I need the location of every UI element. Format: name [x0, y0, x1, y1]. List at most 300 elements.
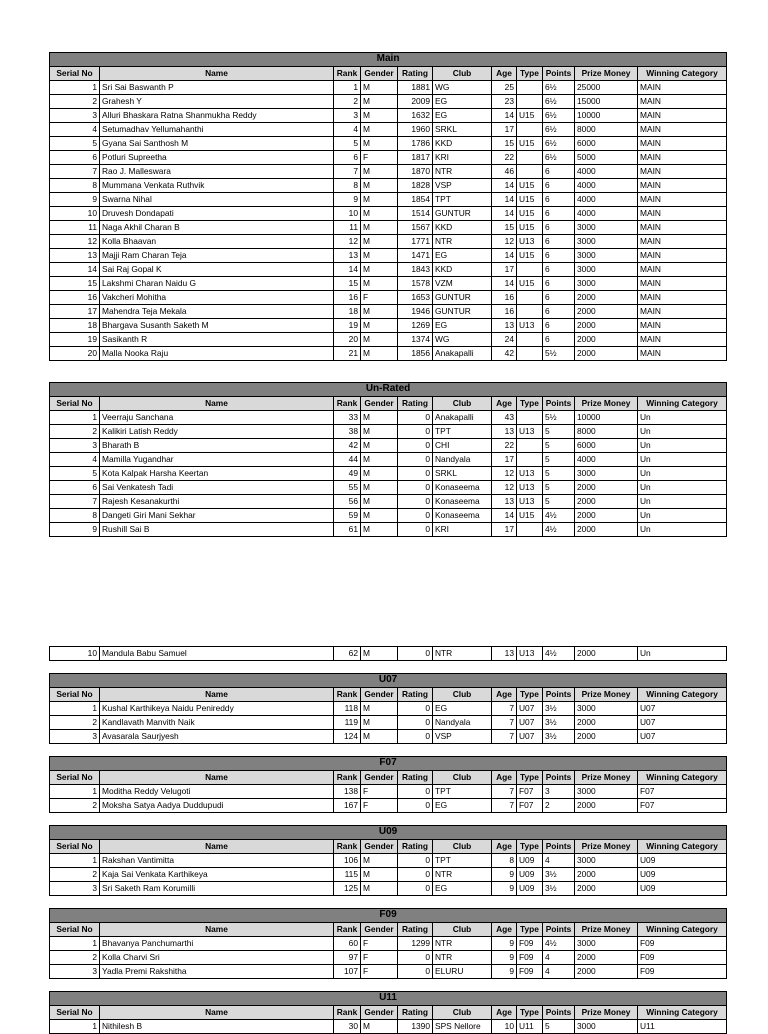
- cell-rank: 7: [334, 165, 361, 179]
- cell-name: Alluri Bhaskara Ratna Shanmukha Reddy: [100, 109, 334, 123]
- cell-rank: 115: [334, 868, 361, 882]
- cell-age: 9: [492, 868, 517, 882]
- cell-points: 3½: [543, 868, 575, 882]
- cell-club: Konaseema: [433, 481, 492, 495]
- cell-name: Rajesh Kesanakurthi: [100, 495, 334, 509]
- cell-club: VSP: [433, 730, 492, 744]
- cell-rank: 62: [334, 647, 361, 661]
- cell-prize-money: 15000: [575, 95, 638, 109]
- cell-prize-money: 2000: [575, 291, 638, 305]
- cell-rating: 0: [398, 647, 433, 661]
- cell-rating: 1817: [398, 151, 433, 165]
- cell-rating: 0: [398, 716, 433, 730]
- cell-serial-no: 5: [50, 137, 100, 151]
- cell-name: Gyana Sai Santhosh M: [100, 137, 334, 151]
- cell-type: [517, 291, 543, 305]
- cell-winning-category: Un: [638, 425, 727, 439]
- cell-gender: M: [361, 263, 398, 277]
- cell-points: 5½: [543, 411, 575, 425]
- cell-prize-money: 4000: [575, 165, 638, 179]
- cell-prize-money: 2000: [575, 333, 638, 347]
- cell-gender: M: [361, 882, 398, 896]
- cell-prize-money: 3000: [575, 937, 638, 951]
- cell-age: 46: [492, 165, 517, 179]
- column-header-winning-category: Winning Category: [638, 397, 727, 411]
- cell-rank: 16: [334, 291, 361, 305]
- cell-prize-money: 4000: [575, 207, 638, 221]
- cell-rating: 1390: [398, 1020, 433, 1034]
- table-row: [50, 730, 727, 744]
- section-title: F07: [50, 757, 727, 771]
- cell-serial-no: 9: [50, 193, 100, 207]
- cell-age: 23: [492, 95, 517, 109]
- column-header-age: Age: [492, 397, 517, 411]
- cell-name: Mummana Venkata Ruthvik: [100, 179, 334, 193]
- cell-prize-money: 5000: [575, 151, 638, 165]
- cell-gender: M: [361, 868, 398, 882]
- cell-winning-category: MAIN: [638, 109, 727, 123]
- cell-points: 3½: [543, 716, 575, 730]
- column-header-rating: Rating: [398, 67, 433, 81]
- cell-prize-money: 2000: [575, 481, 638, 495]
- cell-club: NTR: [433, 235, 492, 249]
- cell-rank: 12: [334, 235, 361, 249]
- cell-rating: 1653: [398, 291, 433, 305]
- cell-age: 43: [492, 411, 517, 425]
- column-header-name: Name: [100, 67, 334, 81]
- cell-age: 17: [492, 523, 517, 537]
- table-row: [50, 137, 727, 151]
- cell-serial-no: 18: [50, 319, 100, 333]
- cell-age: 7: [492, 785, 517, 799]
- column-header-prize-money: Prize Money: [575, 67, 638, 81]
- cell-serial-no: 3: [50, 439, 100, 453]
- column-header-gender: Gender: [361, 771, 398, 785]
- cell-serial-no: 12: [50, 235, 100, 249]
- column-header-winning-category: Winning Category: [638, 67, 727, 81]
- cell-name: Lakshmi Charan Naidu G: [100, 277, 334, 291]
- cell-prize-money: 6000: [575, 439, 638, 453]
- column-header-rating: Rating: [398, 771, 433, 785]
- cell-rating: 0: [398, 453, 433, 467]
- cell-name: Kaja Sai Venkata Karthikeya: [100, 868, 334, 882]
- section-f07: [49, 756, 718, 813]
- column-header-points: Points: [543, 840, 575, 854]
- cell-rank: 11: [334, 221, 361, 235]
- cell-points: 6: [543, 235, 575, 249]
- cell-serial-no: 8: [50, 509, 100, 523]
- cell-points: 5: [543, 425, 575, 439]
- table-row: [50, 193, 727, 207]
- cell-rank: 42: [334, 439, 361, 453]
- cell-club: GUNTUR: [433, 305, 492, 319]
- cell-rank: 124: [334, 730, 361, 744]
- cell-name: Mandula Babu Samuel: [100, 647, 334, 661]
- cell-rating: 1374: [398, 333, 433, 347]
- cell-age: 7: [492, 702, 517, 716]
- cell-gender: F: [361, 965, 398, 979]
- cell-rank: 60: [334, 937, 361, 951]
- column-header-club: Club: [433, 771, 492, 785]
- cell-name: Majji Ram Charan Teja: [100, 249, 334, 263]
- cell-type: U07: [517, 702, 543, 716]
- cell-prize-money: 4000: [575, 193, 638, 207]
- cell-age: 14: [492, 207, 517, 221]
- cell-club: SRKL: [433, 123, 492, 137]
- cell-name: Malla Nooka Raju: [100, 347, 334, 361]
- cell-serial-no: 1: [50, 937, 100, 951]
- cell-type: [517, 151, 543, 165]
- cell-serial-no: 1: [50, 854, 100, 868]
- cell-winning-category: MAIN: [638, 123, 727, 137]
- column-header-name: Name: [100, 1006, 334, 1020]
- cell-gender: M: [361, 347, 398, 361]
- cell-winning-category: Un: [638, 481, 727, 495]
- cell-winning-category: MAIN: [638, 207, 727, 221]
- cell-rank: 49: [334, 467, 361, 481]
- cell-rank: 59: [334, 509, 361, 523]
- cell-serial-no: 20: [50, 347, 100, 361]
- cell-winning-category: MAIN: [638, 263, 727, 277]
- cell-prize-money: 10000: [575, 109, 638, 123]
- section-u07: [49, 673, 718, 744]
- cell-winning-category: MAIN: [638, 249, 727, 263]
- cell-club: GUNTUR: [433, 291, 492, 305]
- cell-club: VZM: [433, 277, 492, 291]
- cell-type: U13: [517, 481, 543, 495]
- cell-type: U13: [517, 647, 543, 661]
- cell-winning-category: F09: [638, 965, 727, 979]
- cell-serial-no: 1: [50, 411, 100, 425]
- cell-type: U09: [517, 882, 543, 896]
- cell-points: 3: [543, 785, 575, 799]
- cell-club: KRI: [433, 523, 492, 537]
- cell-name: Rushill Sai B: [100, 523, 334, 537]
- cell-rank: 6: [334, 151, 361, 165]
- cell-points: 6: [543, 165, 575, 179]
- cell-serial-no: 8: [50, 179, 100, 193]
- cell-gender: M: [361, 221, 398, 235]
- cell-name: Moksha Satya Aadya Duddupudi: [100, 799, 334, 813]
- table-row: [50, 319, 727, 333]
- cell-points: 6: [543, 277, 575, 291]
- cell-gender: M: [361, 854, 398, 868]
- cell-rating: 0: [398, 965, 433, 979]
- cell-winning-category: MAIN: [638, 221, 727, 235]
- cell-club: WG: [433, 333, 492, 347]
- column-header-gender: Gender: [361, 688, 398, 702]
- cell-prize-money: 4000: [575, 453, 638, 467]
- column-header-name: Name: [100, 771, 334, 785]
- cell-age: 15: [492, 137, 517, 151]
- cell-age: 14: [492, 509, 517, 523]
- table-row: [50, 481, 727, 495]
- table-row: [50, 81, 727, 95]
- cell-name: Mamilla Yugandhar: [100, 453, 334, 467]
- column-header-rating: Rating: [398, 1006, 433, 1020]
- cell-name: Vakcheri Mohitha: [100, 291, 334, 305]
- cell-rating: 0: [398, 411, 433, 425]
- column-header-age: Age: [492, 923, 517, 937]
- column-header-club: Club: [433, 840, 492, 854]
- cell-club: TPT: [433, 425, 492, 439]
- cell-type: [517, 411, 543, 425]
- cell-winning-category: MAIN: [638, 347, 727, 361]
- cell-gender: M: [361, 95, 398, 109]
- cell-rank: 38: [334, 425, 361, 439]
- column-header-club: Club: [433, 397, 492, 411]
- results-table: [49, 673, 727, 744]
- cell-type: U15: [517, 249, 543, 263]
- cell-age: 10: [492, 1020, 517, 1034]
- cell-points: 5: [543, 453, 575, 467]
- cell-points: 5: [543, 467, 575, 481]
- cell-winning-category: U11: [638, 1020, 727, 1034]
- cell-gender: M: [361, 333, 398, 347]
- column-header-points: Points: [543, 688, 575, 702]
- cell-name: Setumadhav Yellumahanthi: [100, 123, 334, 137]
- cell-type: [517, 263, 543, 277]
- cell-serial-no: 6: [50, 481, 100, 495]
- cell-winning-category: Un: [638, 509, 727, 523]
- column-header-type: Type: [517, 67, 543, 81]
- cell-age: 24: [492, 333, 517, 347]
- cell-gender: M: [361, 467, 398, 481]
- column-header-name: Name: [100, 923, 334, 937]
- results-table: [49, 382, 727, 537]
- cell-gender: M: [361, 277, 398, 291]
- cell-type: U09: [517, 854, 543, 868]
- cell-type: U13: [517, 425, 543, 439]
- cell-points: 6: [543, 263, 575, 277]
- cell-prize-money: 2000: [575, 799, 638, 813]
- table-row: [50, 467, 727, 481]
- cell-club: CHI: [433, 439, 492, 453]
- cell-serial-no: 2: [50, 425, 100, 439]
- cell-rank: 138: [334, 785, 361, 799]
- column-header-name: Name: [100, 397, 334, 411]
- cell-prize-money: 2000: [575, 882, 638, 896]
- column-header-gender: Gender: [361, 1006, 398, 1020]
- cell-club: Anakapalli: [433, 347, 492, 361]
- cell-winning-category: MAIN: [638, 179, 727, 193]
- section-continued: [49, 646, 678, 661]
- table-row: [50, 647, 727, 661]
- column-header-rating: Rating: [398, 397, 433, 411]
- column-header-club: Club: [433, 67, 492, 81]
- cell-gender: M: [361, 137, 398, 151]
- cell-rating: 1269: [398, 319, 433, 333]
- cell-points: 6½: [543, 95, 575, 109]
- cell-age: 25: [492, 81, 517, 95]
- table-row: [50, 951, 727, 965]
- column-header-prize-money: Prize Money: [575, 688, 638, 702]
- cell-name: Grahesh Y: [100, 95, 334, 109]
- column-header-type: Type: [517, 840, 543, 854]
- cell-name: Kandlavath Manvith Naik: [100, 716, 334, 730]
- cell-rank: 15: [334, 277, 361, 291]
- cell-age: 13: [492, 319, 517, 333]
- cell-points: 6: [543, 179, 575, 193]
- cell-type: U13: [517, 319, 543, 333]
- cell-serial-no: 5: [50, 467, 100, 481]
- cell-gender: M: [361, 523, 398, 537]
- column-header-points: Points: [543, 771, 575, 785]
- table-row: [50, 868, 727, 882]
- cell-rank: 5: [334, 137, 361, 151]
- column-header-prize-money: Prize Money: [575, 840, 638, 854]
- cell-winning-category: MAIN: [638, 333, 727, 347]
- table-row: [50, 333, 727, 347]
- cell-serial-no: 10: [50, 207, 100, 221]
- cell-points: 2: [543, 799, 575, 813]
- cell-rank: 20: [334, 333, 361, 347]
- cell-age: 9: [492, 937, 517, 951]
- section-title: U09: [50, 826, 727, 840]
- cell-serial-no: 6: [50, 151, 100, 165]
- cell-rank: 61: [334, 523, 361, 537]
- cell-prize-money: 3000: [575, 249, 638, 263]
- section-f09: [49, 908, 718, 979]
- cell-club: SPS Nellore: [433, 1020, 492, 1034]
- column-header-rank: Rank: [334, 688, 361, 702]
- results-table: [49, 756, 727, 813]
- column-header-prize-money: Prize Money: [575, 1006, 638, 1020]
- section-u11: [49, 991, 718, 1034]
- cell-gender: M: [361, 165, 398, 179]
- cell-serial-no: 10: [50, 647, 100, 661]
- cell-age: 14: [492, 109, 517, 123]
- cell-rating: 1946: [398, 305, 433, 319]
- column-header-age: Age: [492, 771, 517, 785]
- cell-serial-no: 1: [50, 1020, 100, 1034]
- cell-age: 9: [492, 951, 517, 965]
- cell-winning-category: MAIN: [638, 95, 727, 109]
- table-row: [50, 509, 727, 523]
- column-header-age: Age: [492, 688, 517, 702]
- cell-rating: 0: [398, 868, 433, 882]
- cell-serial-no: 4: [50, 123, 100, 137]
- cell-name: Dangeti Giri Mani Sekhar: [100, 509, 334, 523]
- table-row: [50, 453, 727, 467]
- cell-gender: M: [361, 730, 398, 744]
- column-header-type: Type: [517, 771, 543, 785]
- cell-club: TPT: [433, 854, 492, 868]
- cell-club: EG: [433, 319, 492, 333]
- cell-club: NTR: [433, 165, 492, 179]
- cell-age: 17: [492, 453, 517, 467]
- table-row: [50, 785, 727, 799]
- cell-rating: 0: [398, 523, 433, 537]
- cell-type: U15: [517, 207, 543, 221]
- cell-points: 6½: [543, 81, 575, 95]
- cell-name: Sai Venkatesh Tadi: [100, 481, 334, 495]
- cell-rating: 1854: [398, 193, 433, 207]
- column-header-rating: Rating: [398, 688, 433, 702]
- cell-type: U15: [517, 179, 543, 193]
- cell-rating: 0: [398, 730, 433, 744]
- cell-age: 42: [492, 347, 517, 361]
- cell-winning-category: F07: [638, 799, 727, 813]
- column-header-gender: Gender: [361, 67, 398, 81]
- cell-points: 6: [543, 305, 575, 319]
- cell-winning-category: Un: [638, 495, 727, 509]
- cell-age: 17: [492, 263, 517, 277]
- cell-points: 6: [543, 221, 575, 235]
- cell-points: 3½: [543, 882, 575, 896]
- cell-type: F09: [517, 965, 543, 979]
- cell-rating: 1567: [398, 221, 433, 235]
- table-row: [50, 95, 727, 109]
- cell-points: 4: [543, 854, 575, 868]
- cell-serial-no: 7: [50, 495, 100, 509]
- cell-prize-money: 3000: [575, 1020, 638, 1034]
- cell-age: 7: [492, 716, 517, 730]
- section-title: Main: [50, 53, 727, 67]
- cell-type: U07: [517, 716, 543, 730]
- cell-rank: 8: [334, 179, 361, 193]
- cell-prize-money: 3000: [575, 702, 638, 716]
- cell-prize-money: 2000: [575, 509, 638, 523]
- cell-type: U09: [517, 868, 543, 882]
- cell-rank: 97: [334, 951, 361, 965]
- cell-rank: 21: [334, 347, 361, 361]
- column-header-gender: Gender: [361, 923, 398, 937]
- column-header-name: Name: [100, 840, 334, 854]
- results-table: [49, 825, 727, 896]
- cell-name: Kolla Charvi Sri: [100, 951, 334, 965]
- cell-type: [517, 165, 543, 179]
- cell-name: Sri Sai Baswanth P: [100, 81, 334, 95]
- cell-prize-money: 3000: [575, 235, 638, 249]
- cell-gender: M: [361, 481, 398, 495]
- column-header-row: [50, 840, 727, 854]
- cell-club: KRI: [433, 151, 492, 165]
- cell-prize-money: 2000: [575, 730, 638, 744]
- cell-winning-category: U09: [638, 868, 727, 882]
- cell-serial-no: 3: [50, 109, 100, 123]
- cell-gender: M: [361, 716, 398, 730]
- cell-prize-money: 2000: [575, 716, 638, 730]
- cell-rank: 106: [334, 854, 361, 868]
- section-un-rated: [49, 382, 718, 537]
- cell-winning-category: F07: [638, 785, 727, 799]
- table-row: [50, 123, 727, 137]
- cell-points: 6: [543, 207, 575, 221]
- cell-gender: F: [361, 785, 398, 799]
- cell-gender: M: [361, 81, 398, 95]
- cell-serial-no: 1: [50, 702, 100, 716]
- cell-rating: 1856: [398, 347, 433, 361]
- cell-rating: 1514: [398, 207, 433, 221]
- cell-type: U13: [517, 495, 543, 509]
- cell-type: [517, 123, 543, 137]
- cell-serial-no: 9: [50, 523, 100, 537]
- table-row: [50, 347, 727, 361]
- cell-serial-no: 2: [50, 95, 100, 109]
- cell-points: 6½: [543, 151, 575, 165]
- cell-name: Moditha Reddy Velugoti: [100, 785, 334, 799]
- cell-name: Veerraju Sanchana: [100, 411, 334, 425]
- cell-age: 13: [492, 647, 517, 661]
- cell-winning-category: Un: [638, 467, 727, 481]
- table-row: [50, 1020, 727, 1034]
- cell-name: Sri Saketh Ram Korumilli: [100, 882, 334, 896]
- column-header-type: Type: [517, 1006, 543, 1020]
- table-row: [50, 207, 727, 221]
- cell-age: 14: [492, 193, 517, 207]
- cell-points: 4: [543, 965, 575, 979]
